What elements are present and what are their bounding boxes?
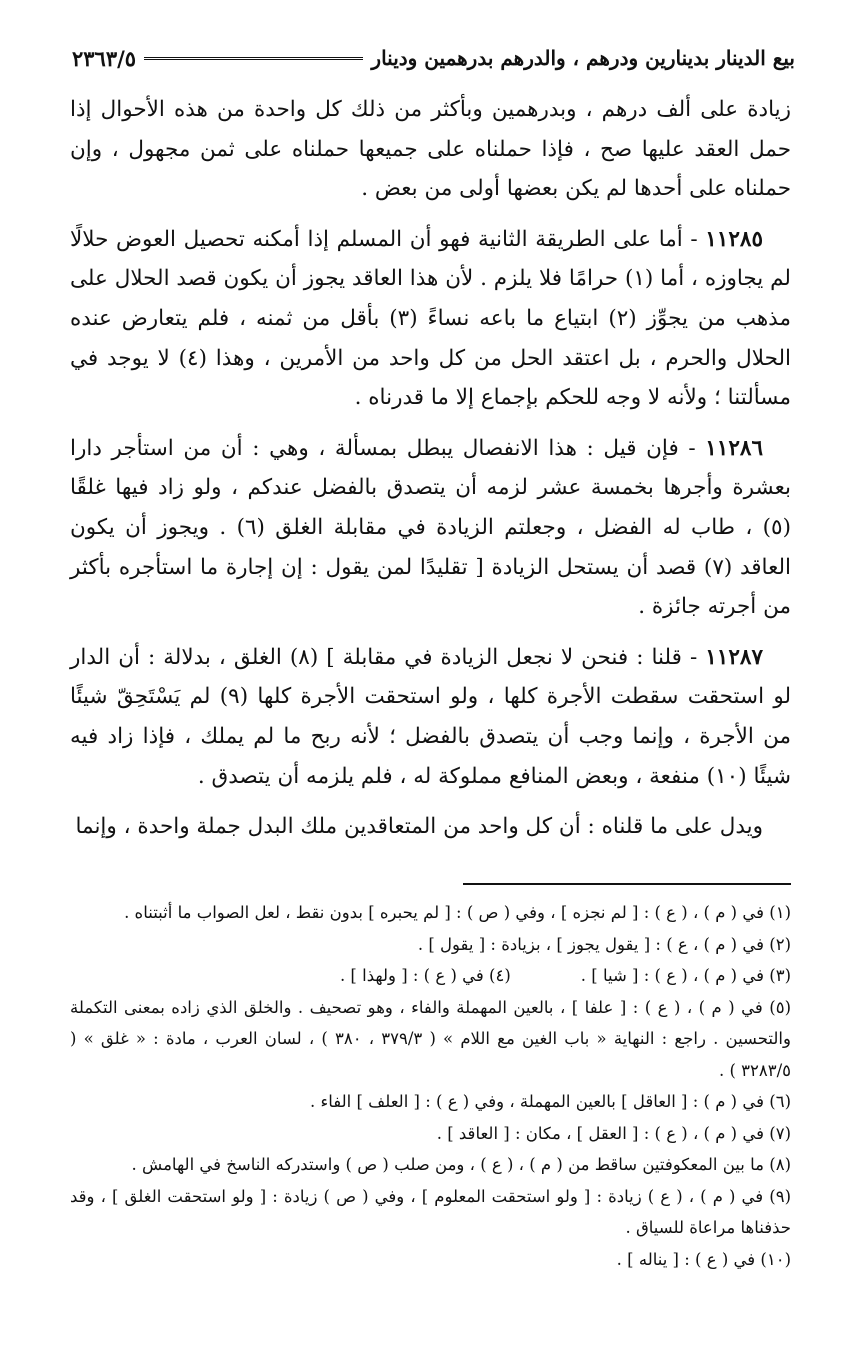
paragraph-continuation: زيادة على ألف درهم ، وبدرهمين وبأكثر من ذلك كل واحدة من هذه الأحوال إذا حمل العقد عليها صح ، فإذا حملناه على جميعها حملناه على ثمن مجهول ، وإن حملناه على أحدها لم يكن بعضها أولى من بعض . <box>70 97 791 202</box>
running-title: بيع الدينار بدينارين ودرهم ، والدرهم بدرهمين ودينار <box>371 46 795 70</box>
paragraph-number: ١١٢٨٦ <box>705 435 763 461</box>
paragraph-number: ١١٢٨٧ <box>705 644 763 670</box>
footnote-10: (١٠) في ( ع ) : [ يناله ] . <box>616 1249 791 1269</box>
footnote-divider <box>463 883 791 885</box>
footnote-6: (٦) في ( م ) : [ العاقل ] بالعين المهملة ، وفي ( ع ) : [ العلف ] الفاء . <box>310 1092 791 1111</box>
page-header <box>72 38 795 78</box>
footnotes <box>70 897 791 1275</box>
paragraph-text: - فإن قيل : هذا الانفصال يبطل بمسألة ، وهي : أن من استأجر دارا بعشرة وأجرها بخمسة عشر لزمه أن يتصدق بالفضل عندكم ، ولو زاد فيها غلقًا (٥) ، طاب له الفضل ، وجعلتم الزيادة في مقابلة الغلق (٦) . ويجوز أن يكون العاقد (٧) قصد أن يستحل الزيادة [ تقليدًا لمن يقول : إن إجارة ما استأجره بأكثر من أجرته جائزة . <box>70 435 792 620</box>
paragraph-number: ١١٢٨٥ <box>705 226 763 252</box>
footnote-3: (٣) في ( م ) ، ( ع ) : [ شيا ] . <box>580 966 791 985</box>
paragraph-text: - قلنا : فنحن لا نجعل الزيادة في مقابلة ] (٨) الغلق ، بدلالة : أن الدار لو استحقت سقطت الأجرة كلها ، ولو استحقت الأجرة كلها (٩) لم يَسْتَحِقّ شيئًا من الأجرة ، وإنما وجب أن يتصدق بالفضل ؛ لأنه ربح ما لم يملك ، فإذا زاد فيه شيئًا (١٠) منفعة ، وبعض المنافع مملوكة له ، فلم يلزمه أن يتصدق . <box>70 644 791 789</box>
footnote-5: (٥) في ( م ) ، ( ع ) : [ علفا ] ، بالعين المهملة والفاء ، وهو تصحيف . والخلق الذي زاده بمعنى التكملة والتحسين . راجع : النهاية « باب الغين مع اللام » ( ٣٧٩/٣ ، ٣٨٠ ) ، لسان العرب ، مادة : « غلق » ( ٣٢٨٣/٥ ) . <box>70 997 791 1080</box>
footnote-2: (٢) في ( م ) ، ع ) : [ يقول يجوز ] ، بزيادة : [ يقول ] . <box>417 934 791 954</box>
paragraph-11287 <box>70 638 791 796</box>
page-reference: ٢٣٦٣/٥ <box>72 45 137 71</box>
main-text <box>70 90 791 858</box>
header-rule <box>144 57 363 60</box>
footnote-8: (٨) ما بين المعكوفتين ساقط من ( م ) ، ( ع ) ، ومن صلب ( ص ) واستدركه الناسخ في الهامش . <box>131 1155 791 1174</box>
footnote-4: (٤) في ( ع ) : [ ولهذا ] . <box>339 966 511 985</box>
footnote-1: (١) في ( م ) ، ( ع ) : [ لم نجزه ] ، وفي ( ص ) : [ لم يحبره ] بدون نقط ، لعل الصواب ما أثبتناه . <box>124 903 791 922</box>
paragraph-final: ويدل على ما قلناه : أن كل واحد من المتعاقدين ملك البدل جملة واحدة ، وإنما <box>75 814 763 840</box>
footnote-7: (٧) في ( م ) ، ( ع ) : [ العقل ] ، مكان : [ العاقد ] . <box>436 1123 791 1143</box>
footnote-9: (٩) في ( م ) ، ( ع ) زيادة : [ ولو استحقت المعلوم ] ، وفي ( ص ) زيادة : [ ولو استحقت الغلق ] ، وقد حذفناها مراعاة للسياق . <box>70 1186 791 1237</box>
paragraph-text: - أما على الطريقة الثانية فهو أن المسلم إذا أمكنه تحصيل العوض حلالًا لم يجاوزه ، أما (١) حرامًا فلا يلزم . لأن هذا العاقد يجوز أن يكون قصد الحلال على مذهب من يجوِّز (٢) ابتياع ما باعه نساءً (٣) بأقل من ثمنه ، فلم يتعارض عنده الحلال والحرم ، بل اعتقد الحل من كل واحد من الأمرين ، وهذا (٤) لا يوجد في مسألتنا ؛ ولأنه لا وجه للحكم بإجماع إلا ما قدرناه . <box>70 226 791 411</box>
paragraph-11285 <box>70 220 791 418</box>
paragraph-11286 <box>70 429 791 627</box>
footnote-row <box>70 960 791 992</box>
